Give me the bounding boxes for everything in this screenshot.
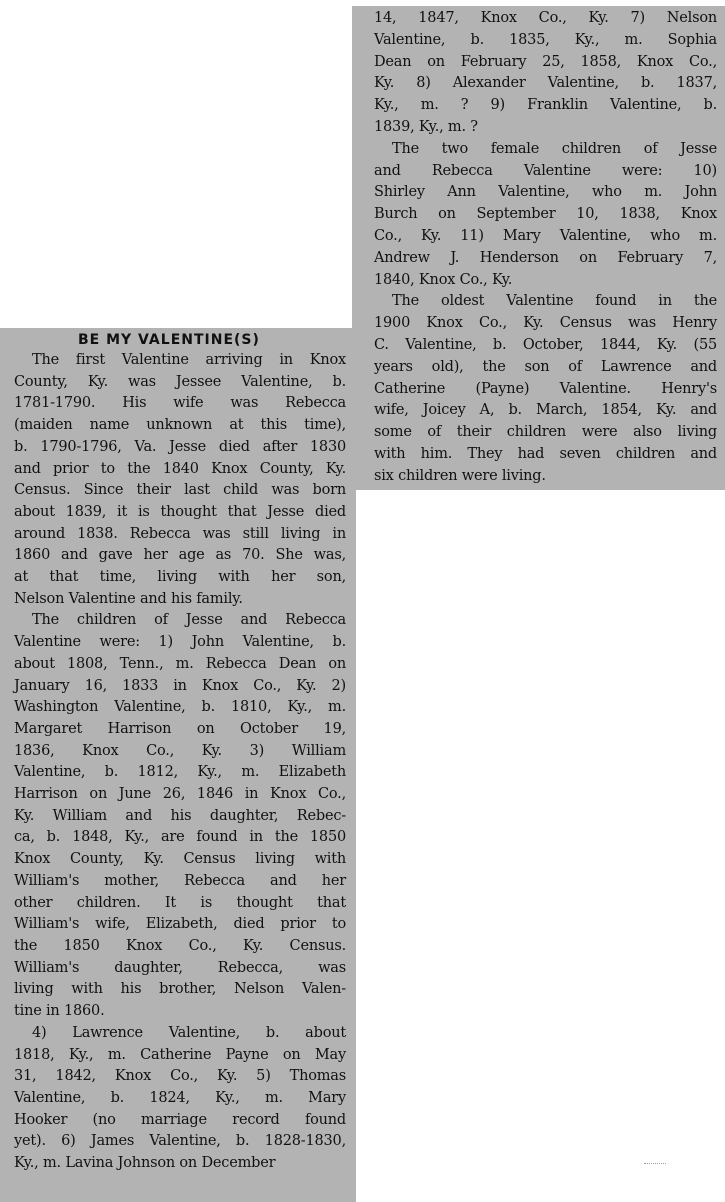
text-line: years old), the son of Lawrence and [374, 358, 717, 375]
text-line: living with his brother, Nelson Valen- [14, 981, 346, 998]
article-clipping-main [0, 328, 356, 1202]
text-line: around 1838. Rebecca was still living in [14, 525, 346, 542]
text-line: at that time, living with her son, [14, 569, 346, 586]
text-line: Valentine, b. 1812, Ky., m. Elizabeth [14, 764, 346, 781]
text-line: Co., Ky. 11) Mary Valentine, who m. [374, 227, 717, 244]
text-line: Census. Since their last child was born [14, 482, 346, 499]
text-line: and prior to the 1840 Knox County, Ky. [14, 460, 346, 477]
text-line: Margaret Harrison on October 19, [14, 720, 346, 737]
text-line: January 16, 1833 in Knox Co., Ky. 2) [14, 677, 346, 694]
text-line: other children. It is thought that [14, 894, 346, 911]
text-line: (maiden name unknown at this time), [14, 417, 346, 434]
text-line: Hooker (no marriage record found [14, 1111, 346, 1128]
text-line: tine in 1860. [14, 1003, 105, 1020]
text-line: Valentine, b. 1835, Ky., m. Sophia [374, 31, 717, 48]
text-line: 14, 1847, Knox Co., Ky. 7) Nelson [374, 10, 717, 26]
text-line: The oldest Valentine found in the [392, 293, 717, 310]
text-line: with him. They had seven children and [374, 445, 717, 462]
text-line: 1840, Knox Co., Ky. [374, 271, 513, 288]
text-line: six children were living. [374, 467, 546, 484]
text-line: C. Valentine, b. October, 1844, Ky. (55 [374, 336, 717, 353]
text-line: some of their children were also living [374, 424, 717, 441]
text-line: Valentine, b. 1824, Ky., m. Mary [14, 1089, 346, 1106]
text-line: Knox County, Ky. Census living with [14, 851, 346, 868]
torn-edge-text-fragment [402, 482, 532, 490]
text-line: Harrison on June 26, 1846 in Knox Co., [14, 786, 346, 803]
article-clipping-continuation [352, 6, 725, 490]
text-line: William's wife, Elizabeth, died prior to [14, 916, 346, 933]
text-line: The two female children of Jesse [392, 140, 717, 157]
text-line: wife, Joicey A, b. March, 1854, Ky. and [374, 402, 717, 419]
text-line: 31, 1842, Knox Co., Ky. 5) Thomas [14, 1068, 346, 1085]
text-line: Washington Valentine, b. 1810, Ky., m. [14, 699, 346, 716]
text-line: 1781-1790. His wife was Rebecca [14, 395, 346, 412]
text-line: about 1808, Tenn., m. Rebecca Dean on [14, 655, 346, 672]
text-line: Burch on September 10, 1838, Knox [374, 206, 717, 223]
text-line: 1839, Ky., m. ? [374, 118, 478, 135]
text-line: Nelson Valentine and his family. [14, 590, 243, 607]
paper-speck [644, 1163, 666, 1166]
text-line: 1818, Ky., m. Catherine Payne on May [14, 1046, 346, 1063]
text-line: The first Valentine arriving in Knox [32, 352, 346, 368]
text-line: 1836, Knox Co., Ky. 3) William [14, 742, 346, 759]
text-line: The children of Jesse and Rebecca [32, 612, 346, 629]
text-line: 1900 Knox Co., Ky. Census was Henry [374, 315, 717, 332]
text-line: about 1839, it is thought that Jesse died [14, 503, 346, 520]
text-line: William's daughter, Rebecca, was [14, 959, 346, 976]
text-line: the 1850 Knox Co., Ky. Census. [14, 937, 346, 954]
right-column-text [374, 8, 717, 488]
text-line: Ky., m. Lavina Johnson on December [14, 1155, 276, 1172]
text-line: Shirley Ann Valentine, who m. John [374, 184, 717, 201]
text-line: County, Ky. was Jessee Valentine, b. [14, 373, 346, 390]
article-headline: BE MY VALENTINE(S) [78, 332, 260, 348]
text-line: Valentine were: 1) John Valentine, b. [14, 634, 346, 651]
text-line: Andrew J. Henderson on February 7, [374, 249, 717, 266]
text-line: Dean on February 25, 1858, Knox Co., [374, 53, 717, 70]
text-line: yet). 6) James Valentine, b. 1828-1830, [14, 1133, 346, 1150]
text-line: 4) Lawrence Valentine, b. about [32, 1024, 346, 1041]
text-line: Ky. 8) Alexander Valentine, b. 1837, [374, 75, 717, 92]
text-line: Catherine (Payne) Valentine. Henry's [374, 380, 717, 397]
text-line: and Rebecca Valentine were: 10) [374, 162, 717, 179]
text-line: ca, b. 1848, Ky., are found in the 1850 [14, 829, 346, 846]
text-line: William's mother, Rebecca and her [14, 872, 346, 889]
text-line: b. 1790-1796, Va. Jesse died after 1830 [14, 438, 346, 455]
left-column-text [14, 350, 346, 1175]
text-line: Ky., m. ? 9) Franklin Valentine, b. [374, 97, 717, 114]
text-line: Ky. William and his daughter, Rebec- [14, 807, 346, 824]
text-line: 1860 and gave her age as 70. She was, [14, 547, 346, 564]
